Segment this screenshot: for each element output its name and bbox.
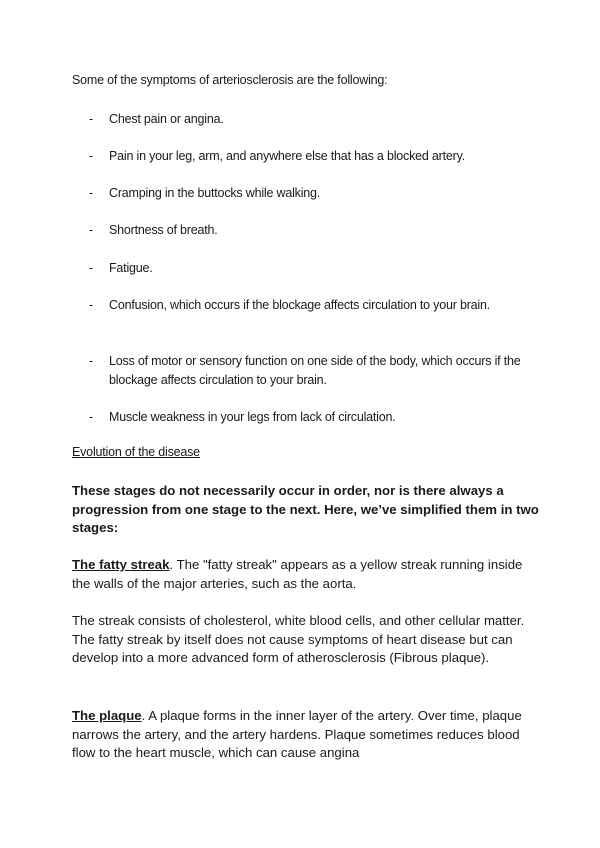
- list-dash: -: [89, 112, 93, 126]
- symptom-text: Chest pain or angina.: [109, 112, 224, 126]
- plaque-paragraph: [72, 707, 542, 763]
- list-item: [72, 259, 532, 278]
- list-item: [72, 184, 532, 203]
- list-dash: -: [89, 354, 93, 368]
- fatty-streak-text: . The "fatty streak" appears as a yellow streak running inside the walls of the major arteries, such as the aorta.: [72, 557, 523, 591]
- list-dash: -: [89, 261, 93, 275]
- fatty-streak-heading: The fatty streak: [72, 557, 170, 572]
- list-dash: -: [89, 186, 93, 200]
- list-item: [72, 352, 532, 390]
- symptom-text: Muscle weakness in your legs from lack of circulation.: [109, 410, 396, 424]
- list-item: [72, 408, 532, 427]
- symptom-text: Shortness of breath.: [109, 223, 218, 237]
- list-dash: -: [89, 149, 93, 163]
- list-dash: -: [89, 410, 93, 424]
- symptom-text: Pain in your leg, arm, and anywhere else that has a blocked artery.: [109, 149, 466, 163]
- evolution-heading: Evolution of the disease: [72, 445, 200, 459]
- list-item: [72, 221, 532, 240]
- symptom-text: Loss of motor or sensory function on one side of the body, which occurs if the blockage affects circulation to your brain.: [109, 354, 521, 387]
- stages-intro: These stages do not necessarily occur in order, nor is there always a progression from one stage to the next. Here, we’ve simplified them in two stages:: [72, 483, 539, 535]
- symptoms-intro: Some of the symptoms of arteriosclerosis are the following:: [72, 73, 388, 87]
- list-item: [72, 147, 532, 166]
- streak-detail-paragraph: The streak consists of cholesterol, white blood cells, and other cellular matter. The fatty streak by itself does not cause symptoms of heart disease but can develop into a more advanced form of atherosclerosis (Fibrous plaque).: [72, 613, 525, 665]
- list-item: [72, 110, 532, 129]
- list-dash: -: [89, 298, 93, 312]
- symptom-text: Fatigue.: [109, 261, 153, 275]
- fatty-streak-paragraph: [72, 556, 542, 593]
- plaque-heading: The plaque: [72, 708, 142, 723]
- symptom-text: Confusion, which occurs if the blockage affects circulation to your brain.: [109, 298, 491, 312]
- list-item: [72, 296, 532, 315]
- list-dash: -: [89, 223, 93, 237]
- symptom-text: Cramping in the buttocks while walking.: [109, 186, 321, 200]
- plaque-text: . A plaque forms in the inner layer of the artery. Over time, plaque narrows the artery, and the artery hardens. Plaque sometimes reduces blood flow to the heart muscle, which can cause angina: [72, 708, 522, 760]
